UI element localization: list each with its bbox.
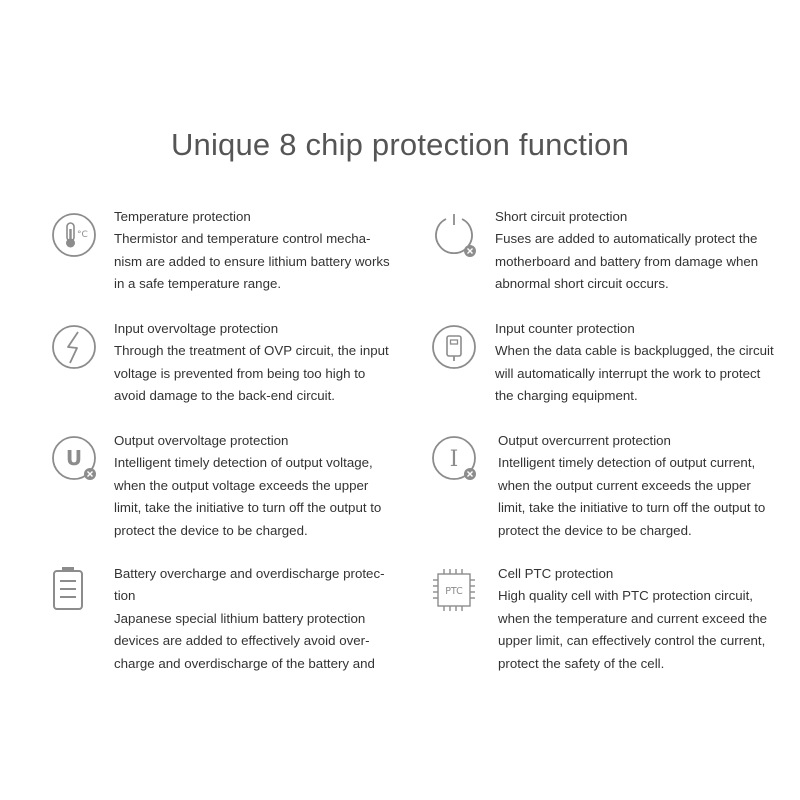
feature-description: High quality cell with PTC protection circuit, when the temperature and current exceed the upper limit, can effectively control the current, protect the safety of the cell.: [498, 588, 768, 671]
ptc-chip-icon: [432, 566, 480, 614]
feature-description: Fuses are added to automatically protect the motherboard and battery from damage when abnormal short circuit occurs.: [495, 231, 759, 292]
feature-description: When the data cable is backplugged, the circuit will automatically interrupt the work to protect the charging equipment.: [495, 343, 774, 404]
power-icon: [432, 211, 480, 259]
current-i-icon: [432, 434, 480, 482]
usb-plug-icon: [432, 323, 480, 371]
current-i-icon-label: I: [449, 447, 459, 472]
feature-description: Through the treatment of OVP circuit, the input voltage is prevented from being too high to avoid damage to the back-end circuit.: [114, 343, 389, 404]
page-title: Unique 8 chip protection function: [170, 127, 630, 162]
thermometer-icon: [52, 211, 100, 259]
feature-description: Japanese special lithium battery protection devices are added to effectively avoid over- charge and overdischarge of the battery and: [114, 610, 375, 671]
feature-heading: Cell PTC protection: [498, 566, 614, 581]
lightning-icon: [52, 323, 100, 371]
feature-heading: Battery overcharge and overdischarge protec- tion: [114, 566, 385, 604]
feature-heading: Output overcurrent protection: [498, 433, 671, 448]
feature-heading: Short circuit protection: [495, 209, 628, 224]
feature-description: Intelligent timely detection of output current, when the output current exceeds the upper limit, take the initiative to turn off the output to protect the device to be charged.: [498, 455, 766, 538]
voltage-u-icon-label: U: [65, 446, 83, 470]
feature-description: Thermistor and temperature control mecha- nism are added to ensure lithium battery works in a safe temperature range.: [114, 231, 390, 292]
battery-icon: [52, 565, 100, 613]
voltage-u-icon: [52, 434, 100, 482]
feature-description: Intelligent timely detection of output voltage, when the output voltage exceeds the upper limit, take the initiative to turn off the output to protect the device to be charged.: [114, 455, 382, 538]
feature-heading: Input counter protection: [495, 321, 635, 336]
feature-heading: Output overvoltage protection: [114, 433, 289, 448]
feature-heading: Input overvoltage protection: [114, 321, 279, 336]
feature-heading: Temperature protection: [114, 209, 251, 224]
ptc-chip-icon-label: PTC: [445, 586, 463, 597]
thermometer-icon-label: °C: [77, 230, 88, 240]
